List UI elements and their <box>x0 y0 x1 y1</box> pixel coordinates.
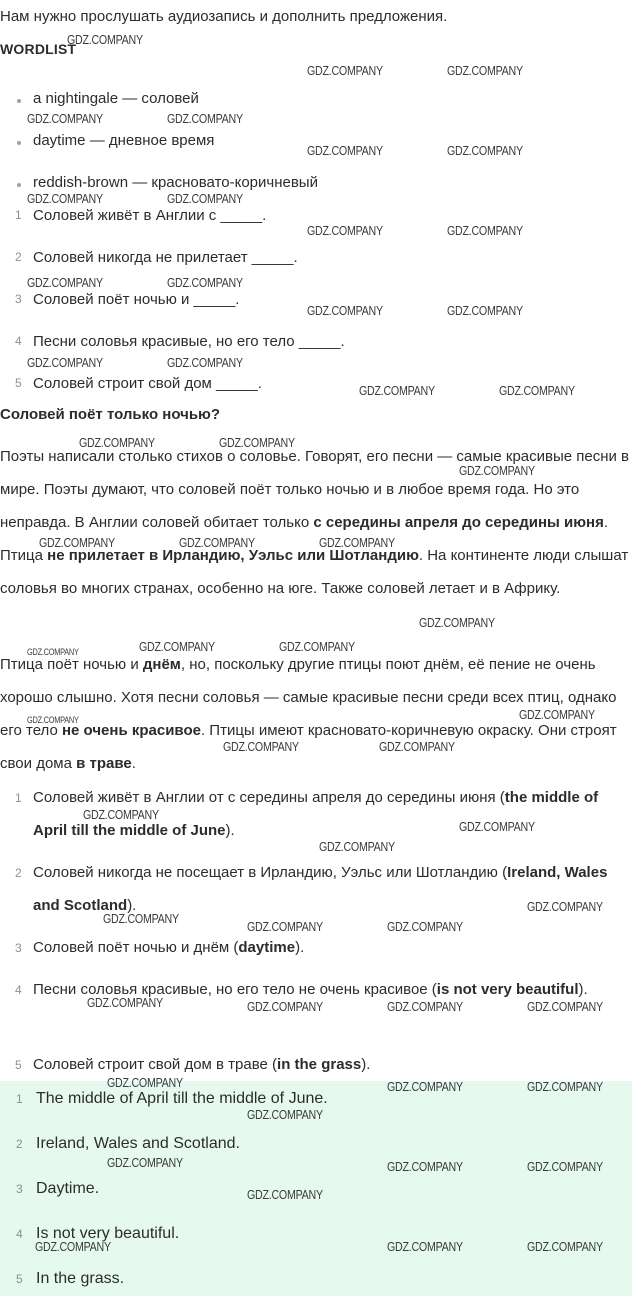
task-item: Песни соловья красивые, но его тело _____. <box>33 333 345 350</box>
watermark: GDZ.COMPANY <box>223 739 299 754</box>
task-number: 3 <box>15 292 22 306</box>
watermark: GDZ.COMPANY <box>27 647 79 657</box>
explanation-number: 5 <box>15 1058 22 1072</box>
watermark: GDZ.COMPANY <box>447 303 523 318</box>
watermark: GDZ.COMPANY <box>27 191 103 206</box>
watermark: GDZ.COMPANY <box>459 819 535 834</box>
explanation-number: 2 <box>15 866 22 880</box>
answer-number: 2 <box>16 1137 23 1151</box>
intro-text: Нам нужно прослушать аудиозапись и дополнить предложения. <box>0 8 448 25</box>
watermark: GDZ.COMPANY <box>107 1075 183 1090</box>
answer-number: 5 <box>16 1272 23 1286</box>
wordlist-item: daytime — дневное время <box>33 132 215 149</box>
watermark: GDZ.COMPANY <box>27 355 103 370</box>
watermark: GDZ.COMPANY <box>307 63 383 78</box>
watermark: GDZ.COMPANY <box>359 383 435 398</box>
wordlist-item: a nightingale — соловей <box>33 90 199 107</box>
watermark: GDZ.COMPANY <box>447 63 523 78</box>
wordlist-title: WORDLIST <box>0 41 77 57</box>
task-number: 2 <box>15 250 22 264</box>
paragraph-1: Поэты написали столько стихов о соловье. Говорят, его песни — самые красивые песни в мире. Поэты думают, что соловей поёт только ночью и в любое время года. Но это неправда. В Англии соловей обитает только с середины апреля до середины июня. Птица не прилетает в Ирландию, Уэльс или Шотландию. На континенте люди слышат соловья во многих странах, особенно на юге. Также соловей летает и в Африку. <box>0 448 630 597</box>
watermark: GDZ.COMPANY <box>387 999 463 1014</box>
task-item: Соловей строит свой дом _____. <box>33 375 262 392</box>
watermark: GDZ.COMPANY <box>103 911 179 926</box>
watermark: GDZ.COMPANY <box>387 919 463 934</box>
watermark: GDZ.COMPANY <box>27 111 103 126</box>
watermark: GDZ.COMPANY <box>459 463 535 478</box>
answer-item: The middle of April till the middle of June. <box>36 1090 328 1107</box>
watermark: GDZ.COMPANY <box>527 1079 603 1094</box>
explanation-item: Соловей никогда не посещает в Ирландию, Уэльс или Шотландию (Ireland, Wales and Scotland). <box>33 864 608 914</box>
watermark: GDZ.COMPANY <box>107 1155 183 1170</box>
watermark: GDZ.COMPANY <box>307 143 383 158</box>
watermark: GDZ.COMPANY <box>419 615 495 630</box>
watermark: GDZ.COMPANY <box>519 707 595 722</box>
explanation-number: 3 <box>15 941 22 955</box>
answer-number: 1 <box>16 1092 23 1106</box>
watermark: GDZ.COMPANY <box>179 535 255 550</box>
watermark: GDZ.COMPANY <box>387 1239 463 1254</box>
watermark: GDZ.COMPANY <box>247 1187 323 1202</box>
watermark: GDZ.COMPANY <box>167 275 243 290</box>
answer-item: Is not very beautiful. <box>36 1225 180 1242</box>
watermark: GDZ.COMPANY <box>39 535 115 550</box>
watermark: GDZ.COMPANY <box>27 275 103 290</box>
watermark: GDZ.COMPANY <box>247 919 323 934</box>
watermark: GDZ.COMPANY <box>83 807 159 822</box>
answer-item: In the grass. <box>36 1270 125 1287</box>
watermark: GDZ.COMPANY <box>379 739 455 754</box>
watermark: GDZ.COMPANY <box>247 999 323 1014</box>
task-item: Соловей поёт ночью и _____. <box>33 291 240 308</box>
watermark: GDZ.COMPANY <box>447 223 523 238</box>
watermark: GDZ.COMPANY <box>447 143 523 158</box>
paragraph-2: Птица поёт ночью и днём, но, поскольку другие птицы поют днём, её пение не очень хорошо слышно. Хотя песни соловья — самые красивые песни среди всех птиц, однако его тело не очень красивое. Птицы имеют красновато-коричневую окраску. Они строят свои дома в траве. <box>0 656 617 772</box>
answer-number: 3 <box>16 1182 23 1196</box>
watermark: GDZ.COMPANY <box>247 1107 323 1122</box>
watermark: GDZ.COMPANY <box>499 383 575 398</box>
answer-item: Daytime. <box>36 1180 100 1197</box>
watermark: GDZ.COMPANY <box>319 839 395 854</box>
task-number: 5 <box>15 376 22 390</box>
task-item: Соловей никогда не прилетает _____. <box>33 249 298 266</box>
watermark: GDZ.COMPANY <box>527 1239 603 1254</box>
watermark: GDZ.COMPANY <box>167 355 243 370</box>
watermark: GDZ.COMPANY <box>527 1159 603 1174</box>
watermark: GDZ.COMPANY <box>139 639 215 654</box>
answer-number: 4 <box>16 1227 23 1241</box>
watermark: GDZ.COMPANY <box>319 535 395 550</box>
wordlist-item: reddish-brown — красновато-коричневый <box>33 174 318 191</box>
watermark: GDZ.COMPANY <box>387 1159 463 1174</box>
watermark: GDZ.COMPANY <box>67 32 143 47</box>
watermark: GDZ.COMPANY <box>167 191 243 206</box>
text-title: Соловей поёт только ночью? <box>0 406 221 423</box>
watermark: GDZ.COMPANY <box>279 639 355 654</box>
watermark: GDZ.COMPANY <box>167 111 243 126</box>
explanation-item: Песни соловья красивые, но его тело не очень красивое (is not very beautiful). <box>33 981 588 998</box>
task-item: Соловей живёт в Англии с _____. <box>33 207 267 224</box>
watermark: GDZ.COMPANY <box>307 223 383 238</box>
watermark: GDZ.COMPANY <box>307 303 383 318</box>
explanation-item: Соловей строит свой дом в траве (in the grass). <box>33 1056 371 1073</box>
watermark: GDZ.COMPANY <box>35 1239 111 1254</box>
watermark: GDZ.COMPANY <box>79 435 155 450</box>
answer-item: Ireland, Wales and Scotland. <box>36 1135 240 1152</box>
task-number: 4 <box>15 334 22 348</box>
explanation-number: 1 <box>15 791 22 805</box>
watermark: GDZ.COMPANY <box>27 715 79 725</box>
explanation-item: Соловей живёт в Англии от с середины апреля до середины июня (the middle of April till the middle of June). <box>33 789 599 839</box>
task-number: 1 <box>15 208 22 222</box>
watermark: GDZ.COMPANY <box>527 899 603 914</box>
explanation-number: 4 <box>15 983 22 997</box>
watermark: GDZ.COMPANY <box>219 435 295 450</box>
watermark: GDZ.COMPANY <box>387 1079 463 1094</box>
explanation-item: Соловей поёт ночью и днём (daytime). <box>33 939 305 956</box>
watermark: GDZ.COMPANY <box>527 999 603 1014</box>
watermark: GDZ.COMPANY <box>87 995 163 1010</box>
